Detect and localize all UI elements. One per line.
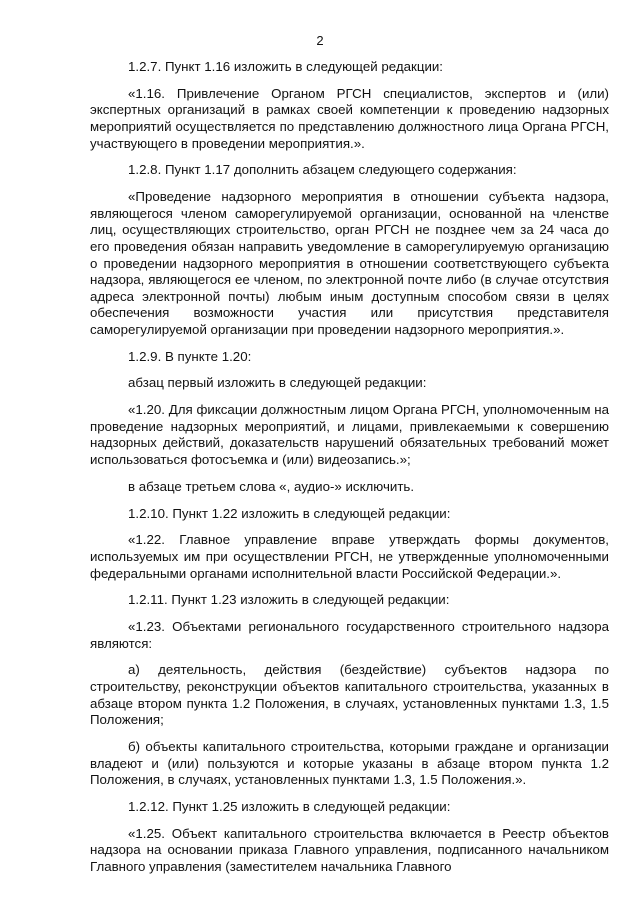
paragraph-1-16: «1.16. Привлечение Органом РГСН специалистов, экспертов и (или) экспертных организаций в рамках своей компетенции к проведению надзорных мероприятий осуществляется по представлению должностного лица Органа РГСН, участвующего в проведении мероприятия.». <box>90 85 609 151</box>
paragraph-1-2-11: 1.2.11. Пункт 1.23 изложить в следующей редакции: <box>128 592 450 608</box>
paragraph-1-2-9: 1.2.9. В пункте 1.20: <box>128 348 252 364</box>
document-body <box>90 59 609 886</box>
paragraph-1-25: «1.25. Объект капитального строительства включается в Реестр объектов надзора на основании приказа Главного управления, подписанного начальником Главного управления (заместителем начальника Главного <box>90 825 609 874</box>
paragraph-first-abzac: абзац первый изложить в следующей редакции: <box>128 375 427 391</box>
paragraph-1-2-12: 1.2.12. Пункт 1.25 изложить в следующей редакции: <box>128 799 451 814</box>
paragraph-1-17-addition: «Проведение надзорного мероприятия в отношении субъекта надзора, являющегося членом саморегулируемой организации, основанной на членстве лиц, осуществляющих строительство, орган РГСН не позднее чем за 24 часа до его проведения обязан направить уведомление в саморегулируемую организацию о проведении надзорного мероприятия в отношении соответствующего субъекта надзора, являющегося ее членом, по электронной почте либо (в случае отсутствия адреса электронной почты) любым иным доступным способом связи в целях обеспечения возможности участия или присутствия представителя саморегулируемой организации при проведении надзорного мероприятия.». <box>90 189 609 337</box>
paragraph-1-2-10: 1.2.10. Пункт 1.22 изложить в следующей редакции: <box>128 505 451 521</box>
paragraph-1-23: «1.23. Объектами регионального государственного строительного надзора являются: <box>90 619 609 651</box>
paragraph-1-2-7: 1.2.7. Пункт 1.16 изложить в следующей редакции: <box>128 59 443 74</box>
page-number: 2 <box>316 33 324 48</box>
paragraph-third-abzac: в абзаце третьем слова «, аудио-» исключить. <box>128 478 415 494</box>
paragraph-1-23-a: а) деятельность, действия (бездействие) субъектов надзора по строительству, реконструкции объектов капитального строительства, указанных в абзаце втором пункта 1.2 Положения, в случаях, установленных пунктами 1.3, 1.5 Положения; <box>90 662 609 728</box>
paragraph-1-20: «1.20. Для фиксации должностным лицом Органа РГСН, уполномоченным на проведение надзорных мероприятий, и лицами, привлекаемыми к совершению надзорных действий, доказательств нарушений обязательных требований может использоваться фотосъемка и (или) видеозапись.»; <box>90 402 609 467</box>
paragraph-1-22: «1.22. Главное управление вправе утверждать формы документов, используемых им при осуществлении РГСН, не утвержденные уполномоченными федеральными органами исполнительной власти Российской Федерации.». <box>90 532 609 581</box>
paragraph-1-2-8: 1.2.8. Пункт 1.17 дополнить абзацем следующего содержания: <box>128 162 517 178</box>
paragraph-1-23-b: б) объекты капитального строительства, которыми граждане и организации владеют и (или) пользуются и которые указаны в абзаце втором пункта 1.2 Положения, в случаях, установленных пунктами 1.3, 1.5 Положения.». <box>90 739 609 788</box>
